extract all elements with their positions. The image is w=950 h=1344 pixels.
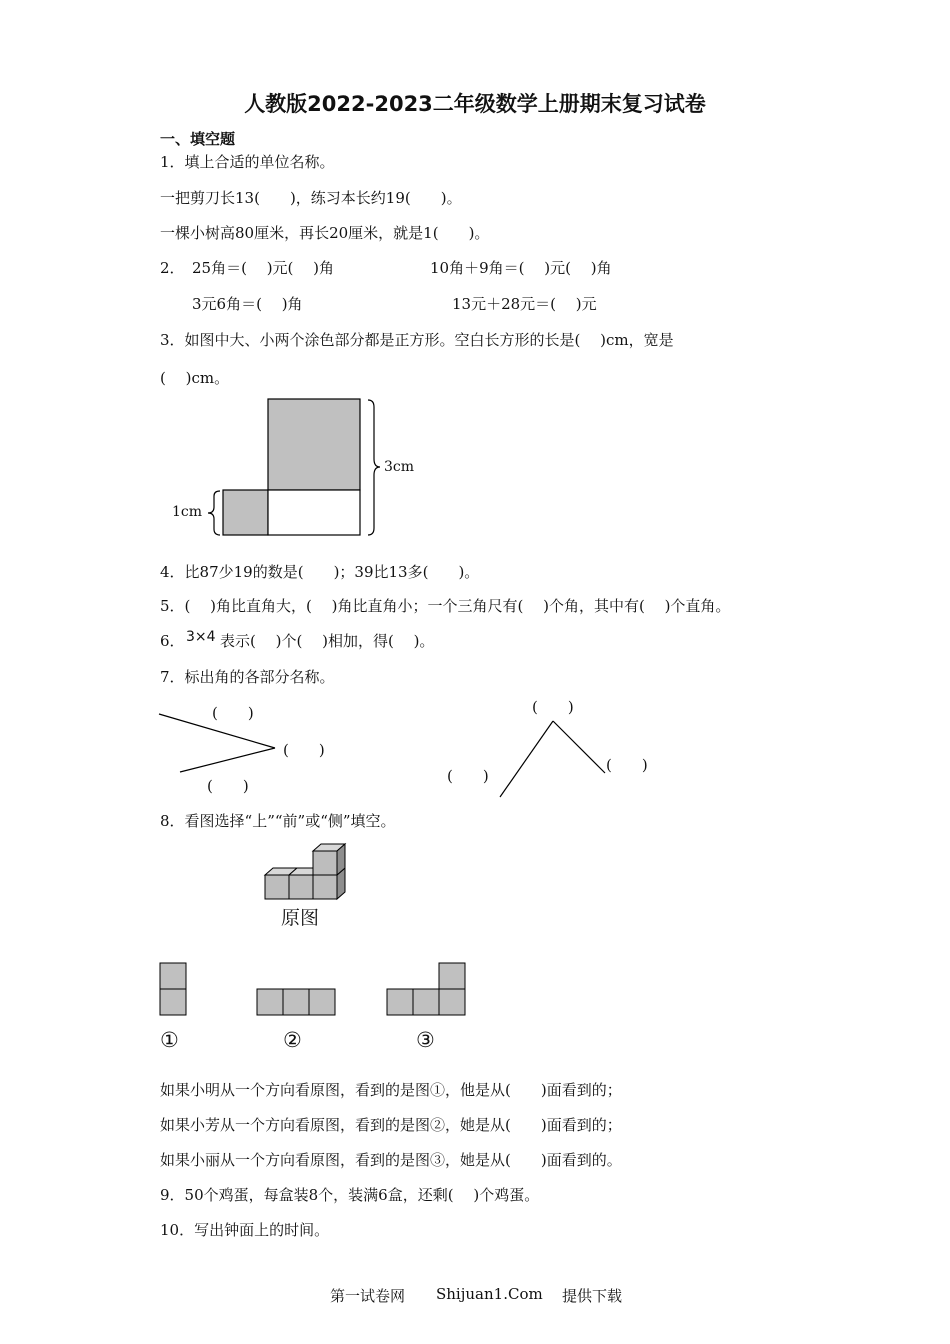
- angle2-side-left-blank: ( ): [447, 767, 489, 785]
- angle1-side-bottom-blank: ( ): [207, 777, 249, 795]
- q2-item-c: 3元6角＝( )角: [192, 295, 303, 313]
- view-1-label: ①: [160, 1028, 179, 1052]
- q3-stem: 3．如图中大、小两个涂色部分都是正方形。空白长方形的长是( )cm，宽是: [160, 331, 674, 349]
- angle2-side-right-blank: ( ): [606, 756, 648, 774]
- page-title: 人教版2022-2023二年级数学上册期末复习试卷: [244, 92, 706, 116]
- q8-sentence-3: 如果小丽从一个方向看原图，看到的是图③，她是从( )面看到的。: [160, 1151, 622, 1169]
- view-2-label: ②: [283, 1028, 302, 1052]
- q1-line2: 一棵小树高80厘米，再长20厘米，就是1( )。: [160, 224, 490, 242]
- q3-line2: ( )cm。: [160, 369, 230, 387]
- q2-item-d: 13元＋28元＝( )元: [452, 295, 597, 313]
- q7-stem: 7．标出角的各部分名称。: [160, 668, 335, 686]
- view-1-figure: [159, 962, 189, 1018]
- footer-site-name: 第一试卷网: [330, 1287, 406, 1305]
- left-brace: [208, 491, 220, 535]
- footer-site-link[interactable]: Shijuan1.Com: [436, 1285, 543, 1303]
- blank-rectangle: [268, 490, 360, 535]
- q8-sentence-1: 如果小明从一个方向看原图，看到的是图①，他是从( )面看到的；: [160, 1081, 622, 1099]
- label-1cm: 1cm: [172, 504, 203, 520]
- angle1-vertex-blank: ( ): [283, 741, 325, 759]
- large-shaded-square: [268, 399, 360, 490]
- view-3-label: ③: [416, 1028, 435, 1052]
- right-brace: [368, 400, 380, 535]
- q2-item-b: 10角＋9角＝( )元( )角: [430, 259, 612, 277]
- view-3-figure: [386, 962, 468, 1018]
- original-caption: 原图: [281, 907, 320, 929]
- q6-number: 6．: [160, 632, 185, 650]
- q2-item-a: 25角＝( )元( )角: [192, 259, 335, 277]
- q1-line1: 一把剪刀长13( )，练习本长约19( )。: [160, 189, 462, 207]
- angle1-side-top-blank: ( ): [212, 704, 254, 722]
- q9: 9．50个鸡蛋，每盒装8个，装满6盒，还剩( )个鸡蛋。: [160, 1186, 540, 1204]
- q2-number: 2．: [160, 259, 185, 277]
- q6-rest: 表示( )个( )相加，得( )。: [220, 632, 435, 650]
- cube-original-figure: [262, 840, 352, 902]
- q5: 5．( )角比直角大，( )角比直角小；一个三角尺有( )个角，其中有( )个直角。: [160, 597, 731, 615]
- q10: 10．写出钟面上的时间。: [160, 1221, 330, 1239]
- q1-stem: 1．填上合适的单位名称。: [160, 153, 335, 171]
- q6-expression: 3×4: [186, 629, 216, 645]
- small-shaded-square: [223, 490, 268, 535]
- q8-sentence-2: 如果小芳从一个方向看原图，看到的是图②，她是从( )面看到的；: [160, 1116, 622, 1134]
- q8-stem: 8．看图选择“上”“前”或“侧”填空。: [160, 812, 396, 830]
- label-3cm: 3cm: [384, 459, 415, 475]
- footer-download-text: 提供下载: [562, 1287, 623, 1305]
- q4: 4．比87少19的数是( )；39比13多( )。: [160, 563, 480, 581]
- section-heading: 一、填空题: [160, 130, 236, 148]
- angle-figure-2: [495, 715, 610, 800]
- angle2-vertex-blank: ( ): [532, 698, 574, 716]
- view-2-figure: [256, 988, 338, 1018]
